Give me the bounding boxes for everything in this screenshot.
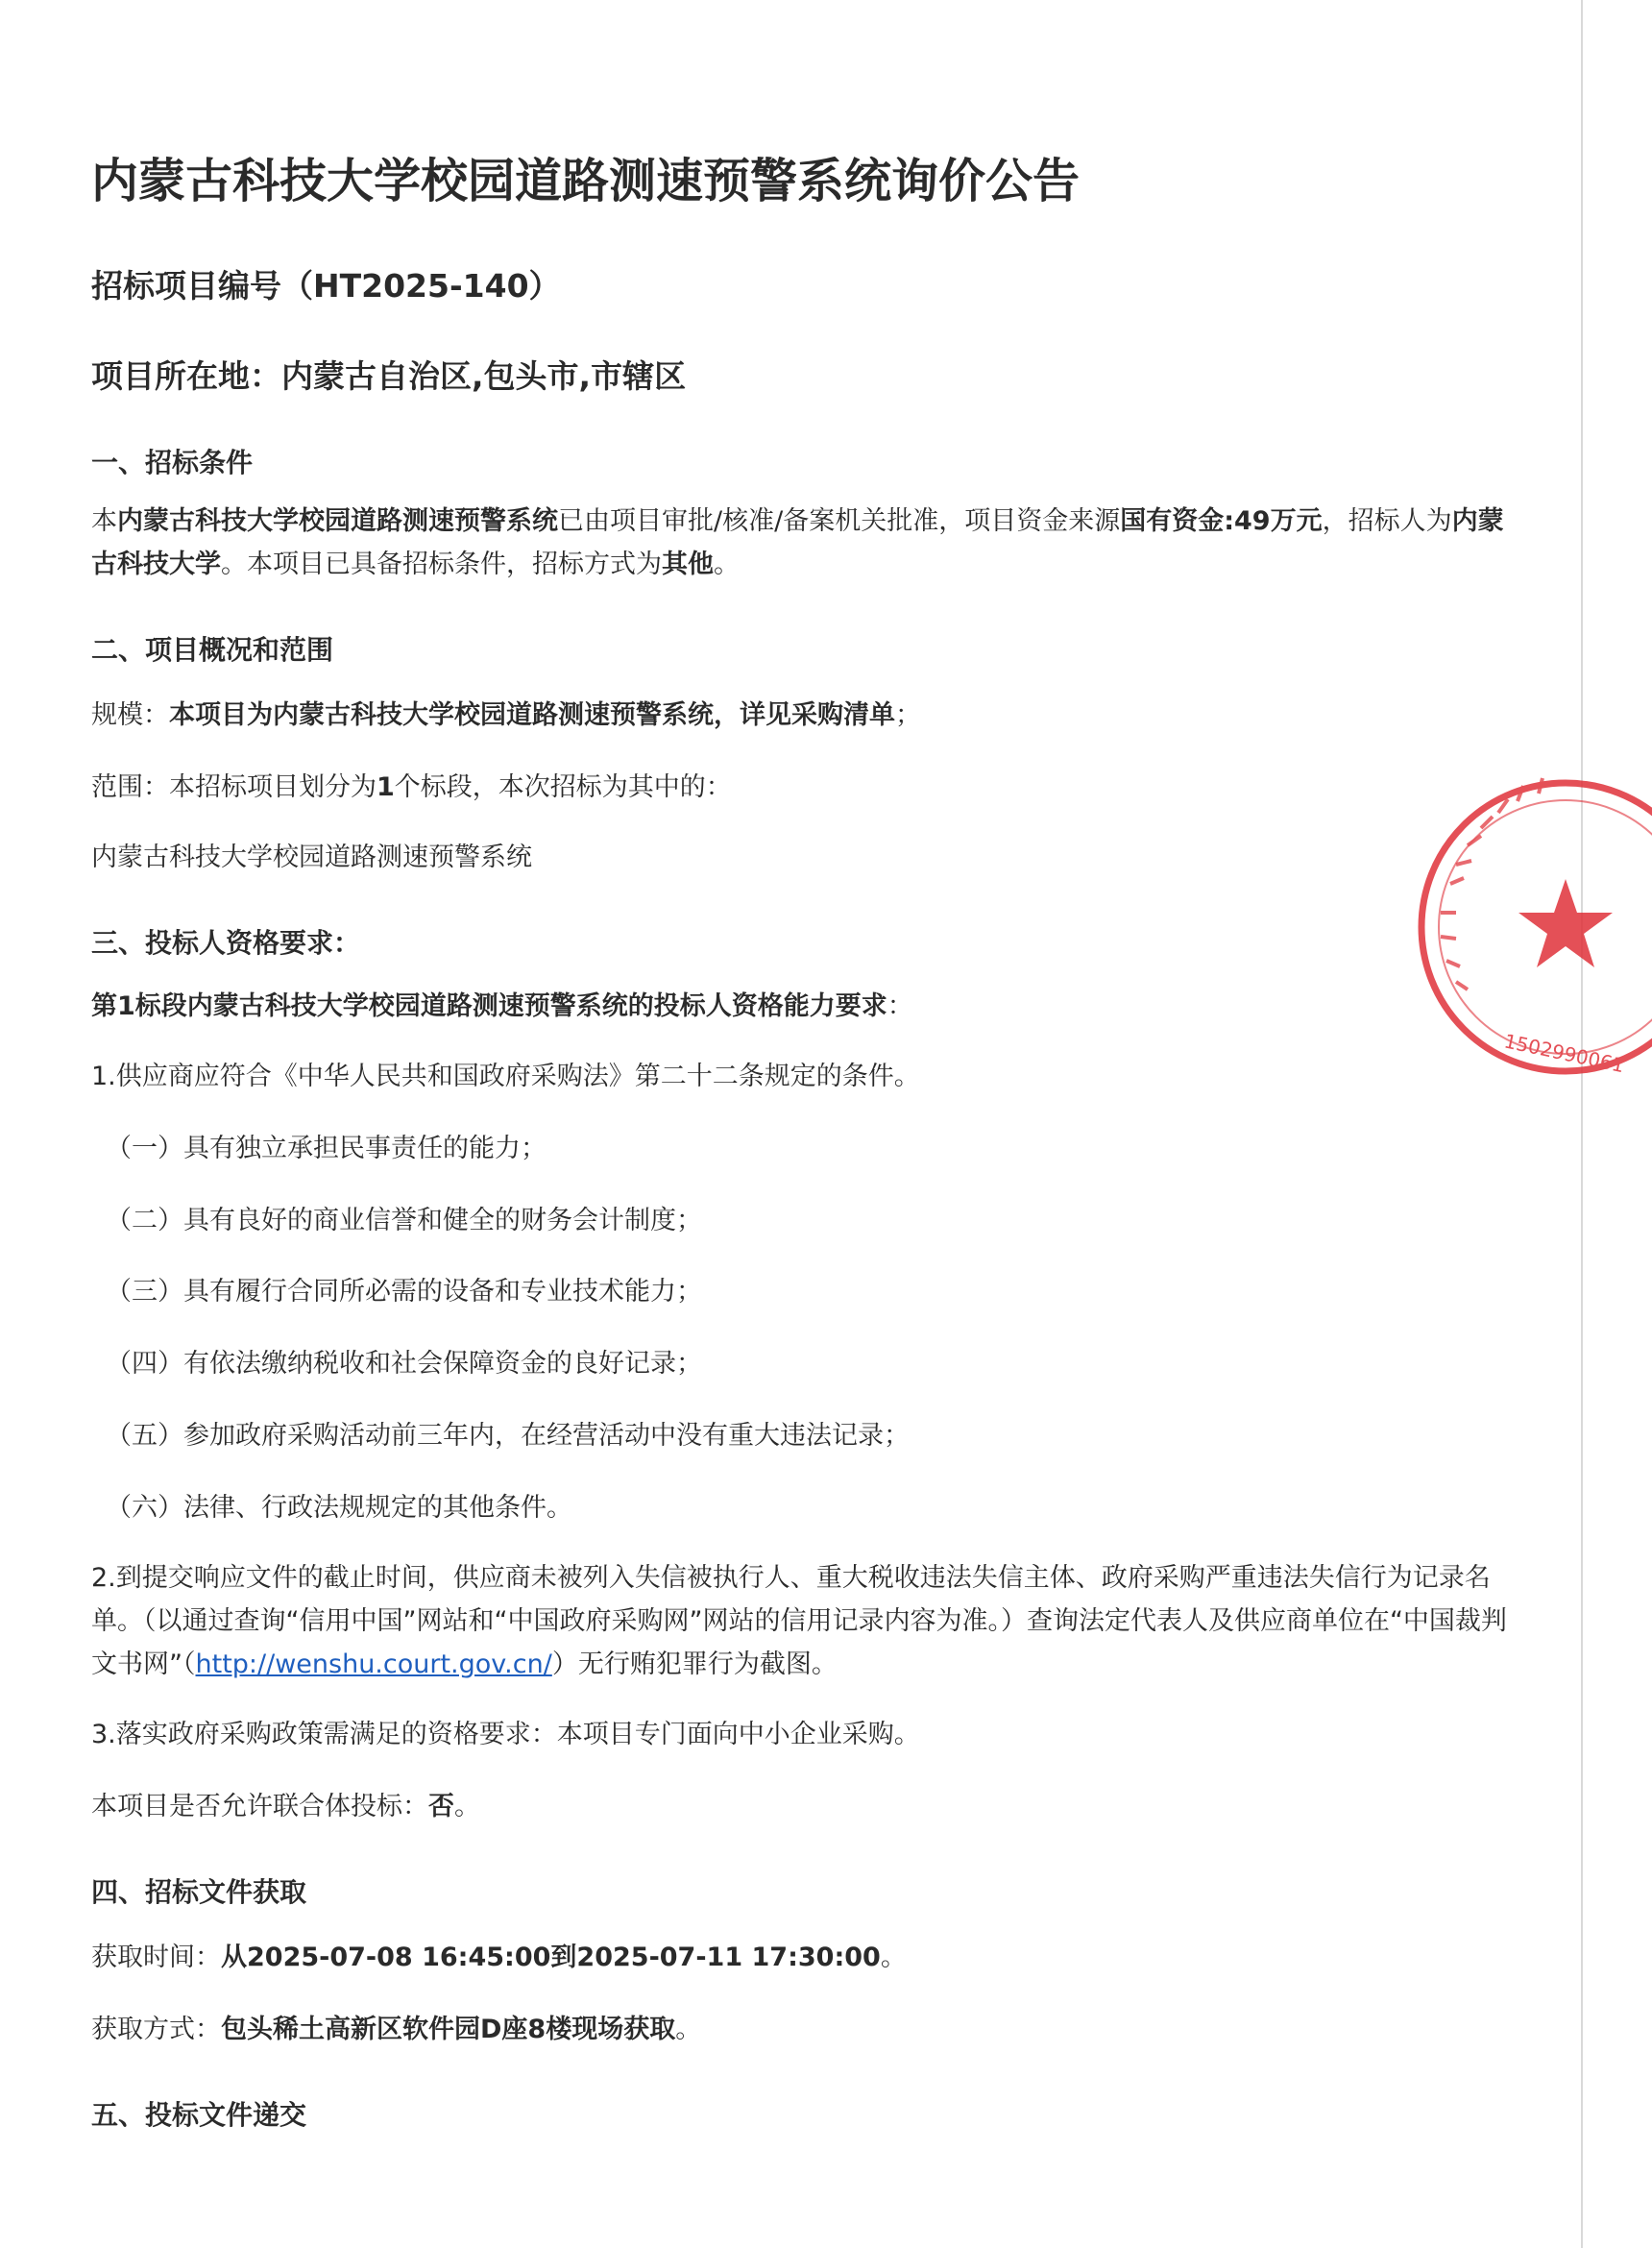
acquisition-time: 获取时间：从2025-07-08 16:45:00到2025-07-11 17:30:00。 xyxy=(91,1943,907,1972)
section-heading-3: 三、投标人资格要求： xyxy=(91,927,361,959)
requirement-item-2: 2.到提交响应文件的截止时间，供应商未被列入失信被执行人、重大税收违法失信主体、政府采购严重违法失信行为记录名单。（以通过查询“信用中国”网站和“中国政府采购网”网站的信用记录内容为准。）查询法定代表人及供应商单位在“中国裁判文书网”（http://wenshu.court.gov.cn/）无行贿犯罪行为截图。 xyxy=(91,1563,1507,1679)
requirement-item-1: 1.供应商应符合《中华人民共和国政府采购法》第二十二条规定的条件。 xyxy=(91,1062,920,1091)
seal-outer-ring xyxy=(1421,783,1652,1071)
section-heading-1: 一、招标条件 xyxy=(91,447,254,478)
requirement-sub-item: （六）法律、行政法规规定的其他条件。 xyxy=(106,1493,572,1523)
lot-requirements-title: 第1标段内蒙古科技大学校园道路测速预警系统的投标人资格能力要求： xyxy=(91,991,913,1021)
official-seal-stamp xyxy=(1412,769,1652,1086)
tender-conditions-paragraph: 本内蒙古科技大学校园道路测速预警系统已由项目审批/核准/备案机关批准，项目资金来源国有资金:49万元，招标人为内蒙古科技大学。本项目已具备招标条件，招标方式为其他。 xyxy=(91,506,1504,579)
section-heading-5: 五、投标文件递交 xyxy=(91,2099,307,2131)
project-scale: 规模：本项目为内蒙古科技大学校园道路测速预警系统，详见采购清单； xyxy=(91,700,921,730)
document-title: 内蒙古科技大学校园道路测速预警系统询价公告 xyxy=(91,154,1081,208)
requirement-sub-item: （三）具有履行合同所必需的设备和专业技术能力； xyxy=(106,1277,702,1307)
section-heading-2: 二、项目概况和范围 xyxy=(91,634,334,666)
requirement-sub-item: （四）有依法缴纳税收和社会保障资金的良好记录； xyxy=(106,1349,702,1379)
requirement-item-3: 3.落实政府采购政策需满足的资格要求：本项目专门面向中小企业采购。 xyxy=(91,1720,920,1749)
section-heading-4: 四、招标文件获取 xyxy=(91,1876,307,1908)
project-range: 范围：本招标项目划分为1个标段，本次招标为其中的： xyxy=(91,772,732,802)
requirement-sub-item: （二）具有良好的商业信誉和健全的财务会计制度； xyxy=(106,1206,702,1235)
lot-name: 内蒙古科技大学校园道路测速预警系统 xyxy=(91,843,532,872)
acquisition-method: 获取方式：包头稀土高新区软件园D座8楼现场获取。 xyxy=(91,2015,702,2044)
consortium-statement: 本项目是否允许联合体投标：否。 xyxy=(91,1792,480,1821)
requirement-sub-item: （五）参加政府采购活动前三年内，在经营活动中没有重大违法记录； xyxy=(106,1421,910,1451)
seal-number: 1502990061 xyxy=(1501,1029,1627,1078)
project-location: 项目所在地：内蒙古自治区,包头市,市辖区 xyxy=(91,357,687,395)
seal-star-icon xyxy=(1518,879,1613,967)
requirement-sub-item: （一）具有独立承担民事责任的能力； xyxy=(106,1134,547,1163)
wenshu-link[interactable]: http://wenshu.court.gov.cn/ xyxy=(195,1649,552,1679)
project-number: 招标项目编号（HT2025-140） xyxy=(91,267,561,305)
page-edge xyxy=(1581,0,1583,2248)
seal-arc-text-marks xyxy=(1441,778,1543,990)
